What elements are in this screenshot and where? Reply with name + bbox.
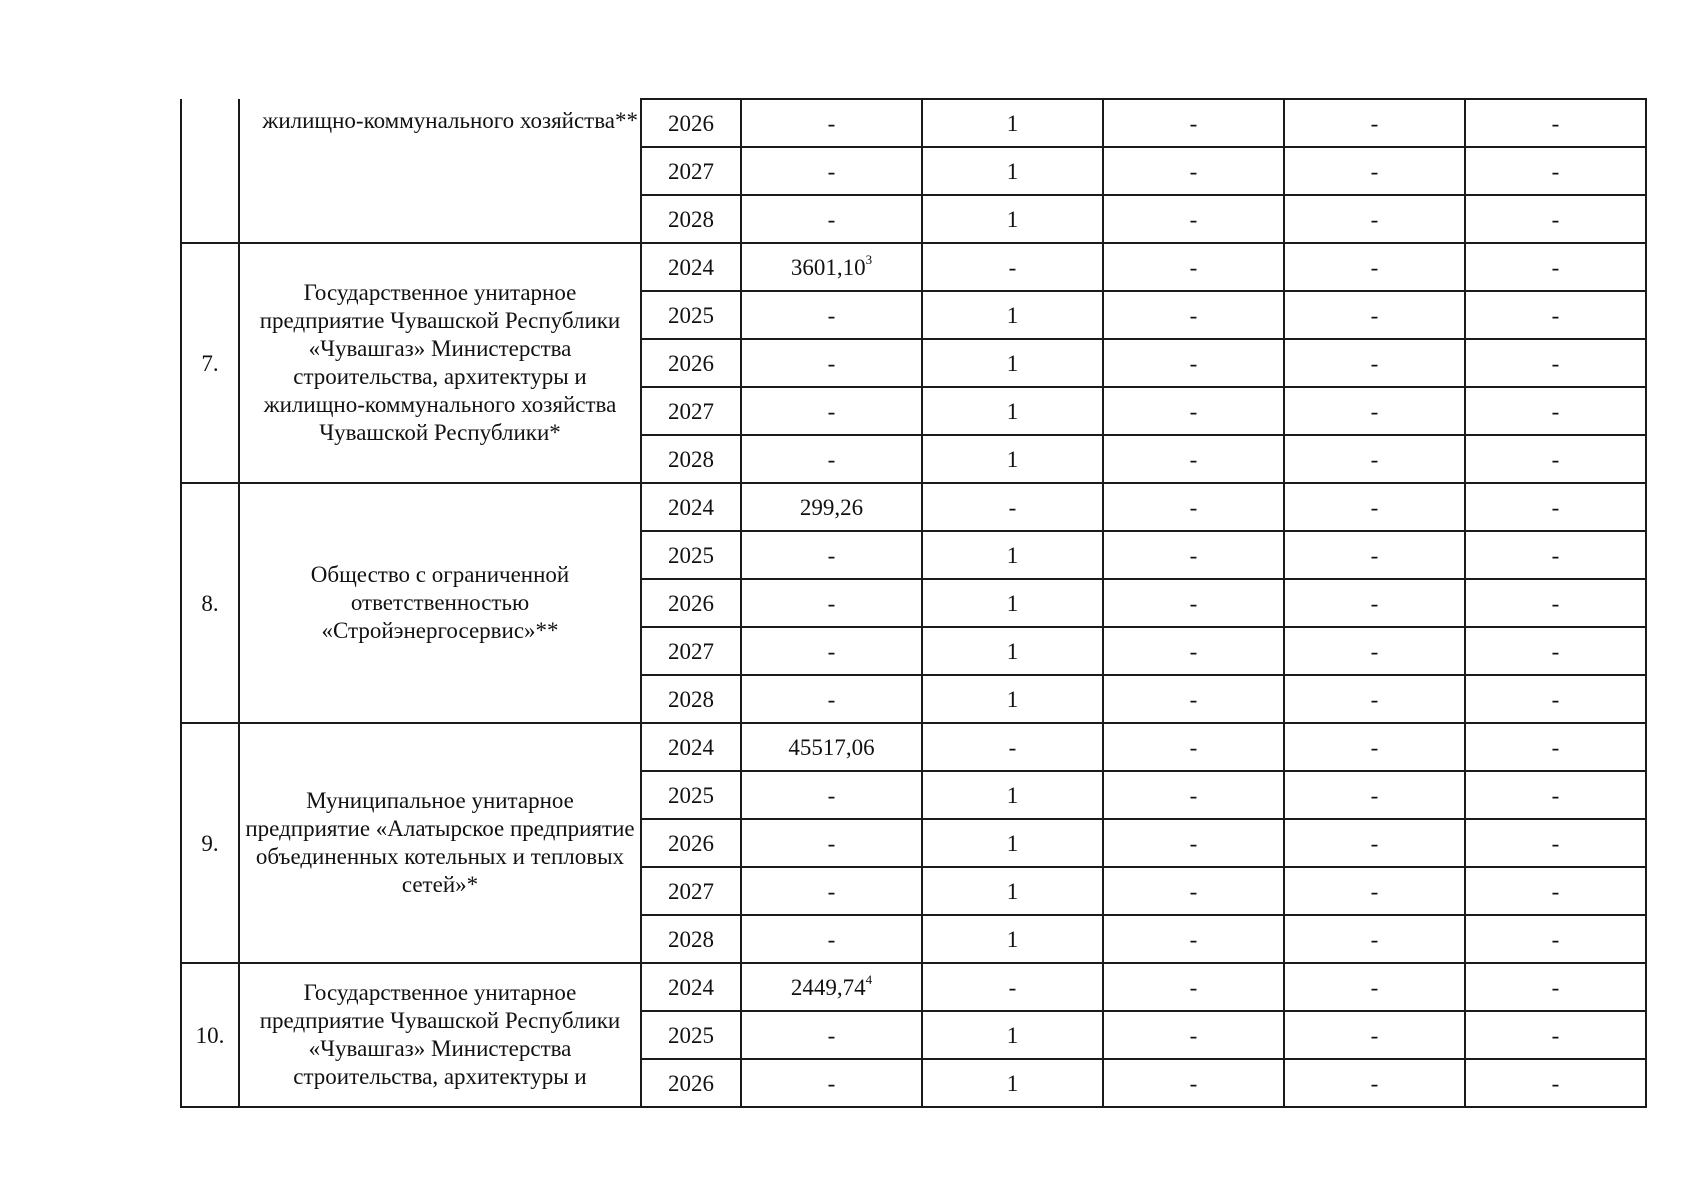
year-cell: 2027: [641, 387, 741, 435]
value-cell: [741, 147, 922, 195]
value-cell: [1465, 483, 1646, 531]
year-cell: 2024: [641, 243, 741, 291]
value-text: 1: [1006, 1022, 1019, 1048]
value-text: -: [1189, 446, 1198, 472]
year-cell: 2026: [641, 579, 741, 627]
value-cell: [1284, 819, 1465, 867]
tariff-table: [180, 98, 1647, 1108]
value-cell: [1284, 771, 1465, 819]
value-cell: [1103, 99, 1284, 147]
organization-name: Государственное унитарное предприятие Чувашской Республики «Чувашгаз» Министерства строительства, архитектуры и жилищно-коммунального хозяйства Чувашской Республики*: [239, 243, 641, 483]
value-cell: [1465, 819, 1646, 867]
value-text: -: [1551, 590, 1560, 616]
value-text: 1: [1006, 830, 1019, 856]
value-text: 1: [1006, 638, 1019, 664]
value-text: -: [1551, 782, 1560, 808]
value-cell: [1465, 531, 1646, 579]
value-cell: [1465, 147, 1646, 195]
value-cell: [1103, 1011, 1284, 1059]
value-cell: [922, 819, 1103, 867]
value-cell: [1284, 627, 1465, 675]
footnote-marker: 3: [865, 251, 873, 267]
value-cell: [1465, 195, 1646, 243]
value-text: -: [827, 926, 836, 952]
value-cell: [1465, 339, 1646, 387]
year-cell: 2027: [641, 867, 741, 915]
value-cell: [1284, 339, 1465, 387]
value-cell: [922, 435, 1103, 483]
value-cell: [922, 339, 1103, 387]
value-text: -: [1551, 878, 1560, 904]
value-text: -: [1551, 926, 1560, 952]
value-cell: [741, 675, 922, 723]
value-cell: [741, 435, 922, 483]
value-cell: [922, 963, 1103, 1011]
value-cell: [741, 387, 922, 435]
value-text: -: [1189, 1022, 1198, 1048]
value-cell: [1465, 1011, 1646, 1059]
value-text: -: [1370, 494, 1379, 520]
value-text: -: [1551, 206, 1560, 232]
value-text: 1: [1006, 398, 1019, 424]
value-text: -: [1189, 686, 1198, 712]
year-cell: 2028: [641, 435, 741, 483]
value-cell: [922, 867, 1103, 915]
value-cell: [1103, 579, 1284, 627]
footnote-marker: 4: [865, 971, 873, 987]
value-text: -: [1370, 350, 1379, 376]
value-cell: [741, 531, 922, 579]
value-text: -: [1551, 686, 1560, 712]
value-text: -: [1370, 398, 1379, 424]
value-cell: [1103, 531, 1284, 579]
year-cell: 2027: [641, 627, 741, 675]
value-text: -: [1189, 206, 1198, 232]
value-text: -: [827, 590, 836, 616]
value-text: -: [1370, 254, 1379, 280]
value-cell: [741, 579, 922, 627]
value-cell: [1284, 675, 1465, 723]
value-cell: [922, 1011, 1103, 1059]
value-cell: [922, 531, 1103, 579]
value-cell: [922, 147, 1103, 195]
value-cell: [741, 339, 922, 387]
value-cell: [1103, 147, 1284, 195]
value-cell: [1284, 915, 1465, 963]
value-cell: [1103, 435, 1284, 483]
value-text: -: [1189, 302, 1198, 328]
year-cell: 2026: [641, 1059, 741, 1107]
year-cell: 2026: [641, 339, 741, 387]
table-row: [181, 99, 1646, 147]
value-text: -: [1370, 830, 1379, 856]
value-cell: [741, 291, 922, 339]
value-cell: [1103, 771, 1284, 819]
value-text: -: [1189, 830, 1198, 856]
value-text: -: [1551, 494, 1560, 520]
value-text: -: [827, 830, 836, 856]
value-cell: [922, 1059, 1103, 1107]
value-text: -: [1189, 1070, 1198, 1096]
value-cell: [922, 483, 1103, 531]
value-text: 1: [1006, 926, 1019, 952]
value-text: -: [827, 782, 836, 808]
value-cell: [1284, 483, 1465, 531]
value-text: 3601,10: [790, 254, 866, 280]
value-text: -: [827, 1070, 836, 1096]
table-row: [181, 243, 1646, 291]
value-text: -: [1189, 158, 1198, 184]
year-cell: 2025: [641, 291, 741, 339]
year-cell: 2024: [641, 963, 741, 1011]
value-text: -: [1370, 1070, 1379, 1096]
value-text: -: [1551, 158, 1560, 184]
value-text: -: [1189, 542, 1198, 568]
value-cell: [1284, 723, 1465, 771]
value-text: -: [1370, 302, 1379, 328]
value-cell: [1103, 243, 1284, 291]
value-text: 45517,06: [788, 734, 875, 760]
value-cell: [741, 915, 922, 963]
value-cell: [1465, 1059, 1646, 1107]
value-text: -: [827, 878, 836, 904]
value-cell: [922, 99, 1103, 147]
value-text: -: [1189, 110, 1198, 136]
value-text: -: [1189, 638, 1198, 664]
year-cell: 2028: [641, 195, 741, 243]
value-cell: [741, 819, 922, 867]
value-cell: [741, 627, 922, 675]
value-cell: [922, 915, 1103, 963]
year-cell: 2027: [641, 147, 741, 195]
value-cell: [1284, 867, 1465, 915]
year-cell: 2025: [641, 531, 741, 579]
value-cell: [1465, 915, 1646, 963]
value-text: -: [1370, 974, 1379, 1000]
value-text: -: [1370, 686, 1379, 712]
value-text: -: [1189, 254, 1198, 280]
value-text: 1: [1006, 446, 1019, 472]
table-row: [181, 483, 1646, 531]
value-text: 1: [1006, 302, 1019, 328]
value-text: -: [1189, 350, 1198, 376]
value-text: -: [1370, 926, 1379, 952]
value-text: -: [1551, 254, 1560, 280]
value-cell: [1103, 723, 1284, 771]
value-text: -: [827, 302, 836, 328]
value-text: 299,26: [799, 494, 864, 520]
value-text: 1: [1006, 782, 1019, 808]
value-text: -: [827, 350, 836, 376]
value-cell: [741, 243, 922, 291]
value-cell: [922, 579, 1103, 627]
value-text: -: [1008, 734, 1017, 760]
value-text: -: [1551, 1022, 1560, 1048]
value-cell: [1465, 867, 1646, 915]
value-text: -: [1370, 158, 1379, 184]
value-text: 1: [1006, 878, 1019, 904]
table-body: [181, 99, 1646, 1107]
value-cell: [922, 675, 1103, 723]
value-cell: [1103, 819, 1284, 867]
value-text: -: [827, 686, 836, 712]
value-cell: [1465, 243, 1646, 291]
value-text: -: [1370, 446, 1379, 472]
value-text: -: [1189, 782, 1198, 808]
year-cell: 2026: [641, 819, 741, 867]
value-text: -: [1189, 926, 1198, 952]
value-text: 1: [1006, 1070, 1019, 1096]
value-text: -: [1551, 1070, 1560, 1096]
value-text: -: [827, 542, 836, 568]
value-cell: [741, 195, 922, 243]
value-cell: [922, 243, 1103, 291]
value-text: -: [1370, 782, 1379, 808]
value-cell: [1284, 291, 1465, 339]
item-number: [181, 99, 239, 243]
value-cell: [741, 99, 922, 147]
value-cell: [1103, 915, 1284, 963]
value-text: -: [1370, 1022, 1379, 1048]
value-cell: [1284, 435, 1465, 483]
value-cell: [1465, 435, 1646, 483]
value-text: -: [1551, 638, 1560, 664]
value-text: -: [1370, 542, 1379, 568]
value-cell: [1284, 579, 1465, 627]
value-cell: [1465, 99, 1646, 147]
value-cell: [1103, 627, 1284, 675]
item-number: 7.: [181, 243, 239, 483]
value-cell: [741, 723, 922, 771]
value-text: 1: [1006, 686, 1019, 712]
value-text: -: [827, 110, 836, 136]
organization-name: Общество с ограниченной ответственностью «Стройэнергосервис»**: [239, 483, 641, 723]
value-cell: [1465, 771, 1646, 819]
value-text: 2449,74: [790, 974, 866, 1000]
value-text: -: [1370, 110, 1379, 136]
value-text: -: [1189, 494, 1198, 520]
value-cell: [1465, 675, 1646, 723]
value-text: -: [1370, 206, 1379, 232]
value-cell: [1465, 963, 1646, 1011]
value-text: -: [1551, 734, 1560, 760]
value-text: -: [1551, 302, 1560, 328]
value-cell: [1284, 99, 1465, 147]
value-cell: [922, 387, 1103, 435]
value-cell: [922, 195, 1103, 243]
value-text: -: [1008, 494, 1017, 520]
value-text: -: [1551, 110, 1560, 136]
table-row: [181, 963, 1646, 1011]
value-text: 1: [1006, 350, 1019, 376]
value-cell: [922, 771, 1103, 819]
value-text: -: [827, 1022, 836, 1048]
value-text: -: [1551, 974, 1560, 1000]
value-text: -: [1370, 878, 1379, 904]
value-cell: [1284, 963, 1465, 1011]
value-text: -: [1551, 350, 1560, 376]
value-text: -: [827, 638, 836, 664]
value-cell: [1284, 387, 1465, 435]
year-cell: 2025: [641, 771, 741, 819]
value-text: -: [1370, 638, 1379, 664]
value-text: -: [1008, 254, 1017, 280]
value-cell: [922, 723, 1103, 771]
year-cell: 2028: [641, 675, 741, 723]
value-text: 1: [1006, 110, 1019, 136]
year-cell: 2024: [641, 483, 741, 531]
value-text: 1: [1006, 542, 1019, 568]
value-text: -: [1189, 974, 1198, 1000]
value-text: -: [1370, 734, 1379, 760]
value-text: -: [827, 446, 836, 472]
value-cell: [741, 867, 922, 915]
value-text: -: [1551, 398, 1560, 424]
value-text: -: [1189, 398, 1198, 424]
value-text: -: [827, 206, 836, 232]
value-cell: [1103, 339, 1284, 387]
value-cell: [1465, 723, 1646, 771]
value-cell: [1465, 291, 1646, 339]
item-number: 8.: [181, 483, 239, 723]
value-cell: [1103, 195, 1284, 243]
value-text: 1: [1006, 158, 1019, 184]
value-cell: [1103, 387, 1284, 435]
value-cell: [922, 627, 1103, 675]
value-text: 1: [1006, 590, 1019, 616]
value-cell: [922, 291, 1103, 339]
table-row: [181, 723, 1646, 771]
value-cell: [1103, 483, 1284, 531]
value-text: -: [1189, 878, 1198, 904]
year-cell: 2026: [641, 99, 741, 147]
value-cell: [1284, 243, 1465, 291]
value-cell: [1284, 195, 1465, 243]
value-text: -: [1189, 590, 1198, 616]
value-cell: [741, 1059, 922, 1107]
value-text: -: [1551, 446, 1560, 472]
organization-name: жилищно-коммунального хозяйства**: [239, 99, 641, 243]
value-text: -: [1370, 590, 1379, 616]
value-cell: [741, 771, 922, 819]
value-text: -: [1551, 542, 1560, 568]
year-cell: 2028: [641, 915, 741, 963]
value-cell: [1284, 531, 1465, 579]
value-cell: [1465, 579, 1646, 627]
value-cell: [741, 963, 922, 1011]
item-number: 9.: [181, 723, 239, 963]
value-cell: [1284, 1011, 1465, 1059]
value-cell: [1103, 675, 1284, 723]
value-text: -: [827, 158, 836, 184]
value-cell: [1103, 1059, 1284, 1107]
value-text: -: [1551, 830, 1560, 856]
value-cell: [1284, 147, 1465, 195]
value-cell: [741, 1011, 922, 1059]
organization-name: Государственное унитарное предприятие Чувашской Республики «Чувашгаз» Министерства строительства, архитектуры и: [239, 963, 641, 1107]
item-number: 10.: [181, 963, 239, 1107]
value-text: -: [827, 398, 836, 424]
value-text: -: [1008, 974, 1017, 1000]
value-cell: [1465, 387, 1646, 435]
value-text: 1: [1006, 206, 1019, 232]
value-text: -: [1189, 734, 1198, 760]
value-cell: [1103, 291, 1284, 339]
year-cell: 2025: [641, 1011, 741, 1059]
value-cell: [741, 483, 922, 531]
value-cell: [1465, 627, 1646, 675]
value-cell: [1284, 1059, 1465, 1107]
organization-name: Муниципальное унитарное предприятие «Алатырское предприятие объединенных котельных и тепловых сетей»*: [239, 723, 641, 963]
value-cell: [1103, 867, 1284, 915]
year-cell: 2024: [641, 723, 741, 771]
value-cell: [1103, 963, 1284, 1011]
